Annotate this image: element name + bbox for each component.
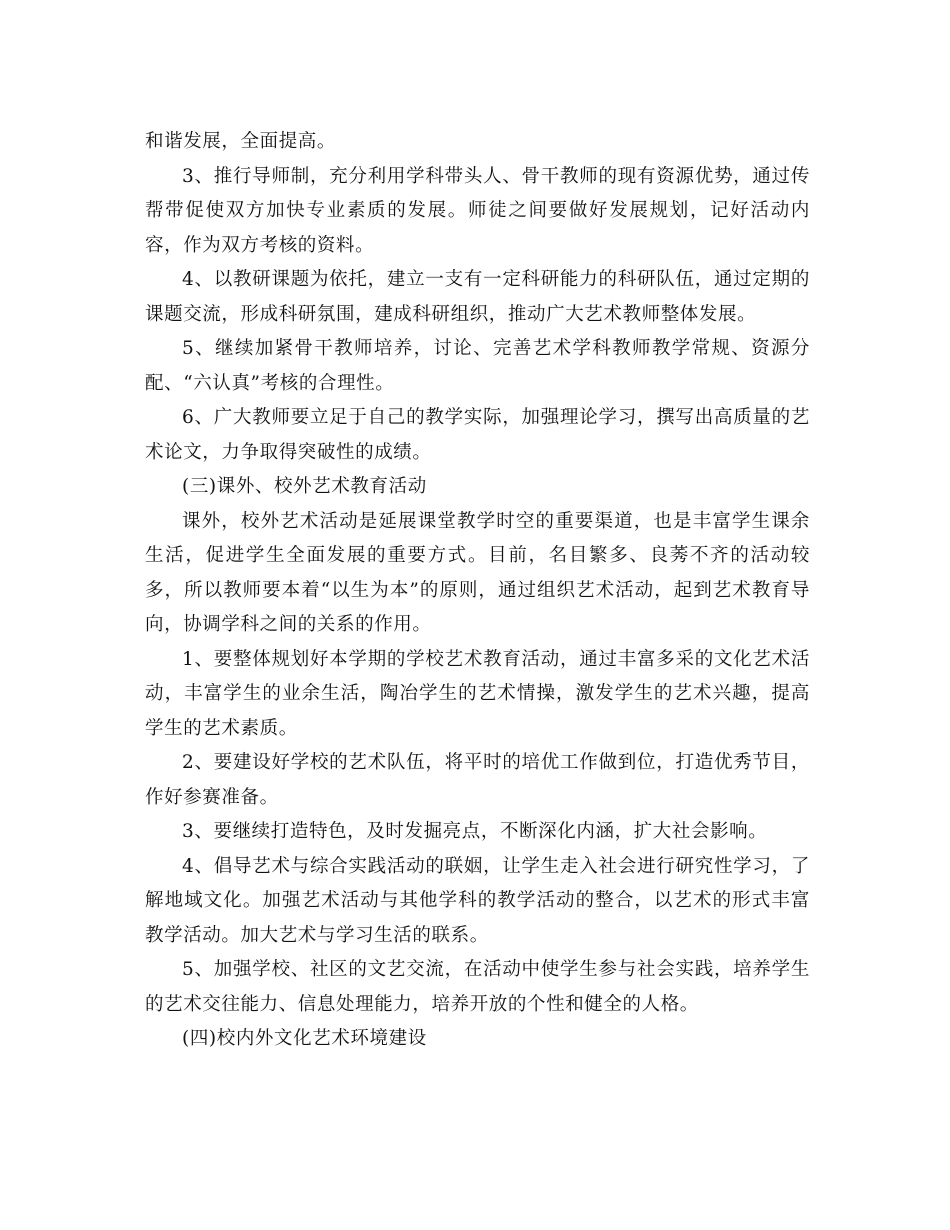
section-heading: (三)课外、校外艺术教育活动	[182, 476, 427, 497]
paragraph: 和谐发展，全面提高。	[145, 131, 337, 152]
paragraph: 6、广大教师要立足于自己的教学实际，加强理论学习，撰写出高质量的艺术论文，力争取得突破性的成绩。	[145, 407, 810, 463]
paragraph: 5、加强学校、社区的文艺交流，在活动中使学生参与社会实践，培养学生的艺术交往能力、信息处理能力，培养开放的个性和健全的人格。	[145, 959, 810, 1015]
document-body	[145, 125, 810, 1057]
paragraph: 4、以教研课题为依托，建立一支有一定科研能力的科研队伍，通过定期的课题交流，形成科研氛围，建成科研组织，推动广大艺术教师整体发展。	[145, 269, 810, 325]
paragraph: 课外，校外艺术活动是延展课堂教学时空的重要渠道，也是丰富学生课余生活，促进学生全面发展的重要方式。目前，名目繁多、良莠不齐的活动较多，所以教师要本着“以生为本”的原则，通过组织艺术活动，起到艺术教育导向，协调学科之间的关系的作用。	[145, 510, 810, 635]
paragraph: 4、倡导艺术与综合实践活动的联姻，让学生走入社会进行研究性学习，了解地域文化。加强艺术活动与其他学科的教学活动的整合，以艺术的形式丰富教学活动。加大艺术与学习生活的联系。	[145, 855, 810, 946]
section-heading: (四)校内外文化艺术环境建设	[182, 1028, 427, 1049]
paragraph: 3、要继续打造特色，及时发掘亮点，不断深化内涵，扩大社会影响。	[182, 821, 768, 842]
paragraph: 5、继续加紧骨干教师培养，讨论、完善艺术学科教师教学常规、资源分配、“六认真”考核的合理性。	[145, 338, 810, 394]
paragraph: 3、推行导师制，充分利用学科带头人、骨干教师的现有资源优势，通过传帮带促使双方加快专业素质的发展。师徒之间要做好发展规划，记好活动内容，作为双方考核的资料。	[145, 165, 810, 256]
paragraph: 2、要建设好学校的艺术队伍，将平时的培优工作做到位，打造优秀节目，作好参赛准备。	[145, 752, 810, 808]
paragraph: 1、要整体规划好本学期的学校艺术教育活动，通过丰富多采的文化艺术活动，丰富学生的业余生活，陶冶学生的艺术情操，激发学生的艺术兴趣，提高学生的艺术素质。	[145, 648, 810, 739]
